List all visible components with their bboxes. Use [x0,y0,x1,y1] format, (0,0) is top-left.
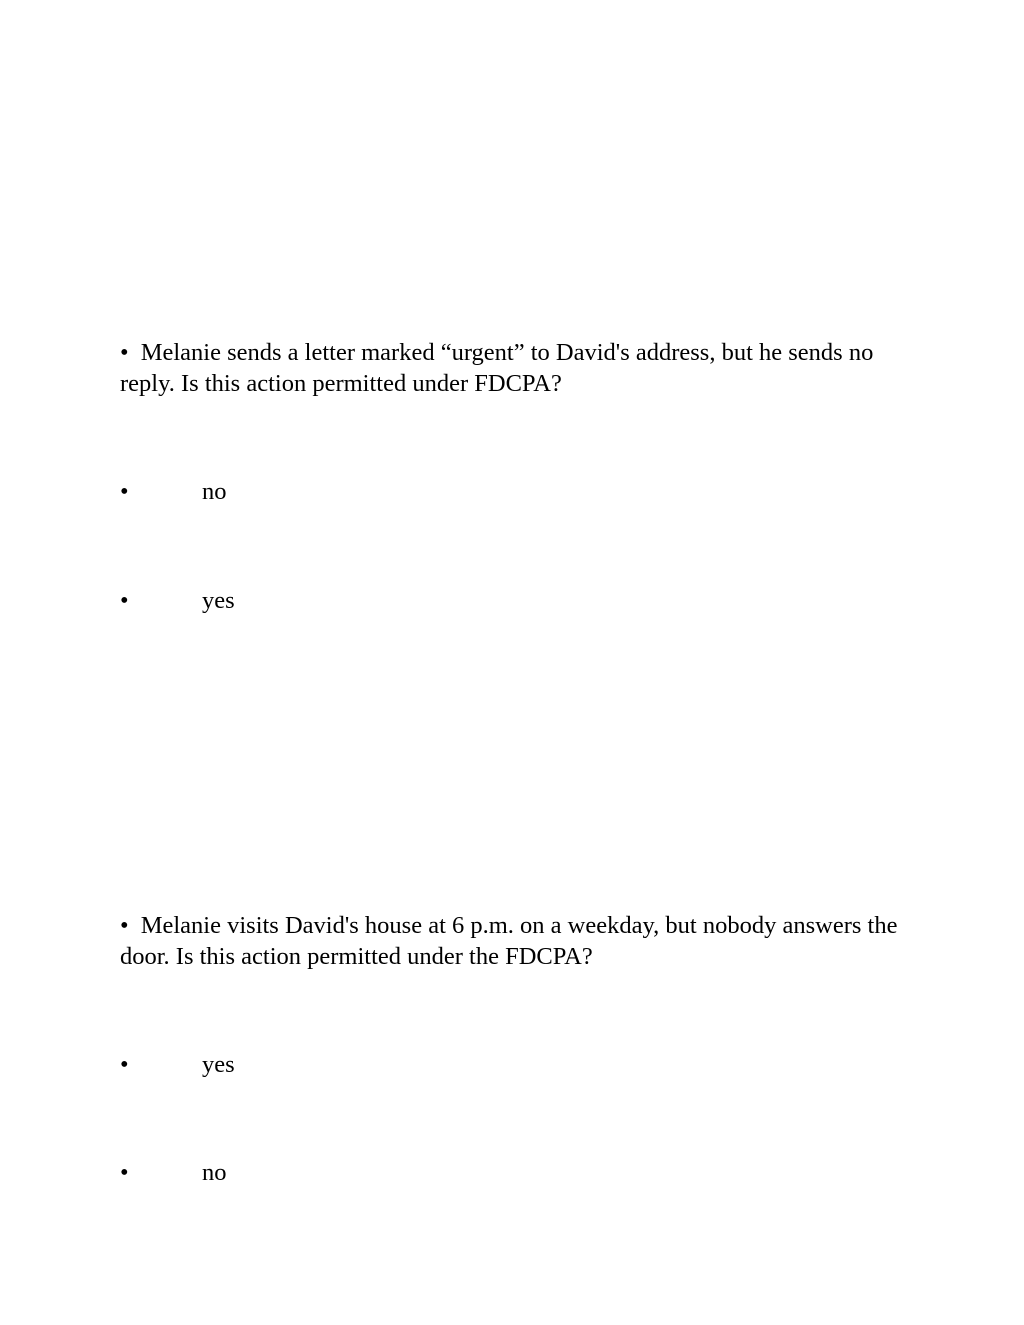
question-2 [120,910,900,972]
option-label: yes [202,587,235,614]
question-1-option-1 [120,476,227,507]
option-bullet: • [120,1159,129,1186]
question-1-text: Melanie sends a letter marked “urgent” to David's address, but he sends no reply. Is this action permitted under FDCPA? [120,339,874,397]
option-bullet: • [120,1051,129,1078]
question-1 [120,337,900,399]
option-bullet: • [120,587,129,614]
question-1-option-2 [120,585,235,616]
question-2-option-1 [120,1049,235,1080]
question-2-option-2 [120,1157,227,1188]
question-1-bullet: • [120,339,129,366]
question-2-bullet: • [120,912,129,939]
option-label: yes [202,1051,235,1078]
option-label: no [202,478,227,505]
option-bullet: • [120,478,129,505]
option-label: no [202,1159,227,1186]
question-2-text: Melanie visits David's house at 6 p.m. on a weekday, but nobody answers the door. Is this action permitted under the FDCPA? [120,912,898,970]
